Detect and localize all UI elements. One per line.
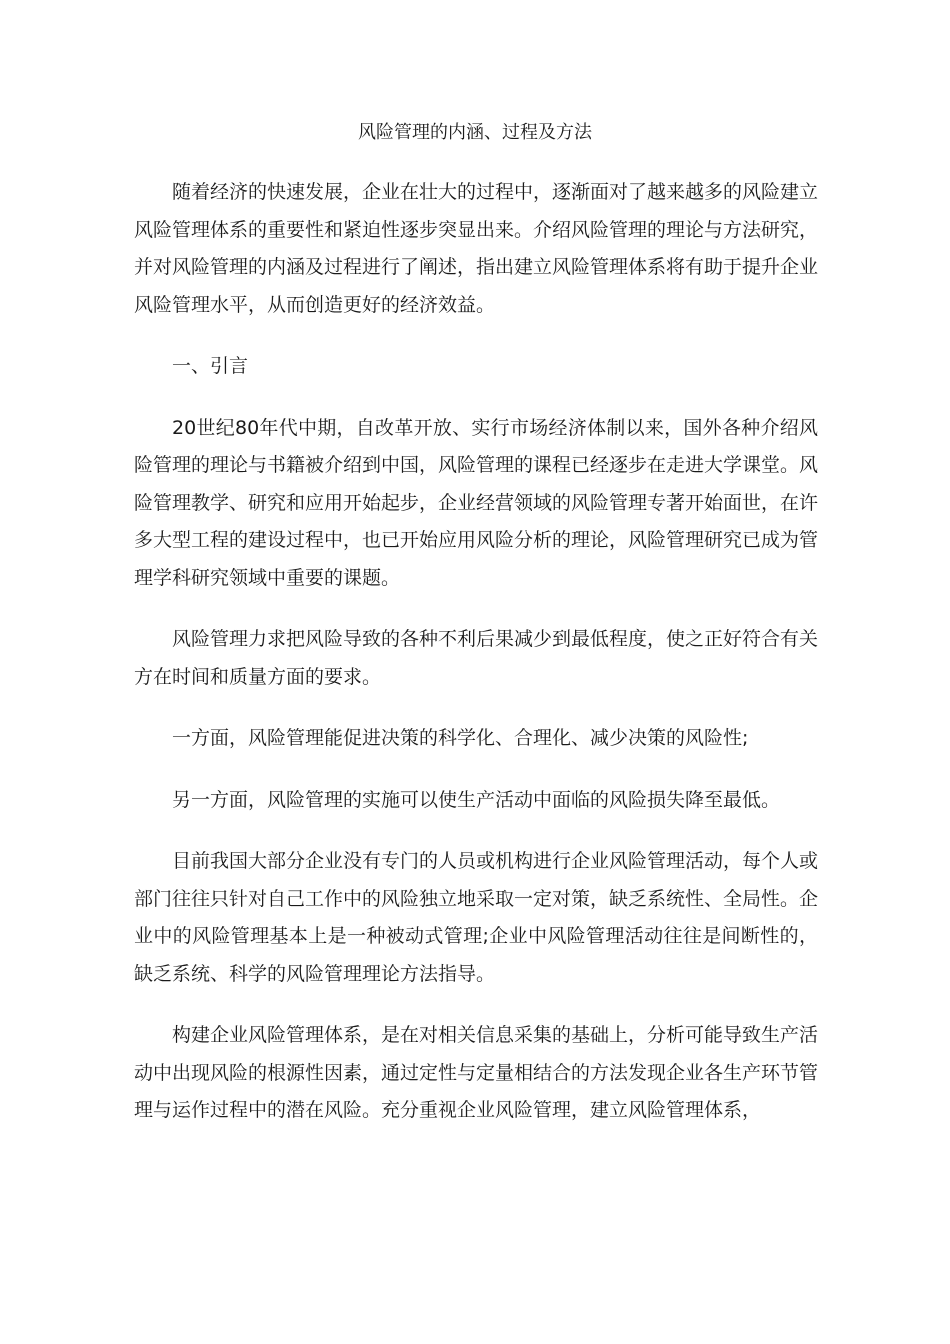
- document-body: [134, 174, 818, 1130]
- paragraph-system-construction: 构建企业风险管理体系，是在对相关信息采集的基础上，分析可能导致生产活动中出现风险的根源性因素，通过定性与定量相结合的方法发现企业各生产环节管理与运作过程中的潜在风险。充分重视企业风险管理，建立风险管理体系，: [134, 1024, 819, 1121]
- paragraph-current-status: 目前我国大部分企业没有专门的人员或机构进行企业风险管理活动，每个人或部门往往只针对自己工作中的风险独立地采取一定对策，缺乏系统性、全局性。企业中的风险管理基本上是一种被动式管理;企业中风险管理活动往往是间断性的，缺乏系统、科学的风险管理理论方法指导。: [134, 850, 819, 985]
- paragraph-second-aspect: 另一方面，风险管理的实施可以使生产活动中面临的风险损失降至最低。: [172, 788, 781, 811]
- paragraph-goal: 风险管理力求把风险导致的各种不利后果减少到最低程度，使之正好符合有关方在时间和质量方面的要求。: [134, 628, 819, 688]
- document-title: 风险管理的内涵、过程及方法: [358, 122, 592, 143]
- paragraph-first-aspect: 一方面，风险管理能促进决策的科学化、合理化、减少决策的风险性;: [172, 727, 749, 749]
- paragraph-history: 20世纪80年代中期，自改革开放、实行市场经济体制以来，国外各种介绍风险管理的理论与书籍被介绍到中国，风险管理的课程已经逐步在走进大学课堂。风险管理教学、研究和应用开始起步，企业经营领域的风险管理专著开始面世，在许多大型工程的建设过程中，也已开始应用风险分析的理论，风险管理研究已成为管理学科研究领域中重要的课题。: [134, 416, 819, 589]
- section-heading-introduction: 一、引言: [172, 355, 249, 377]
- paragraph-abstract: 随着经济的快速发展，企业在壮大的过程中，逐渐面对了越来越多的风险建立风险管理体系的重要性和紧迫性逐步突显出来。介绍风险管理的理论与方法研究，并对风险管理的内涵及过程进行了阐述，指出建立风险管理体系将有助于提升企业风险管理水平，从而创造更好的经济效益。: [134, 181, 819, 316]
